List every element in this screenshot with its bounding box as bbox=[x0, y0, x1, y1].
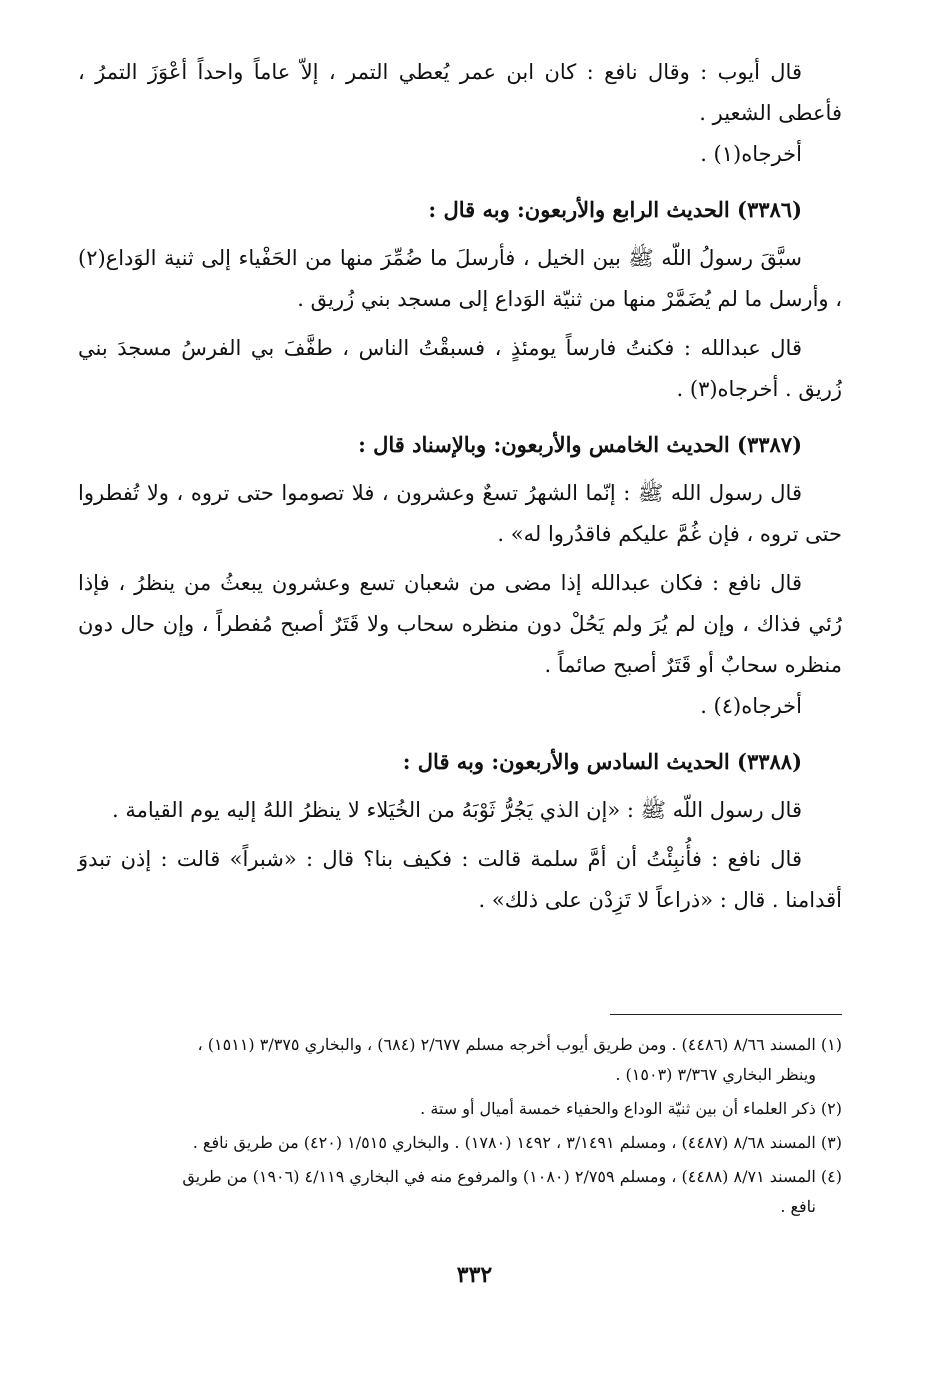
heading-hadith-3387: (٣٣٨٧) الحديث الخامس والأربعون: وبالإسناد قال : bbox=[358, 432, 802, 457]
footnote-2: (٢) ذكر العلماء أن بين ثنيّة الوداع والحفياء خمسة أميال أو ستة . bbox=[420, 1099, 842, 1118]
footnotes bbox=[78, 1030, 842, 1226]
takhrij-4: أخرجاه(٤) . bbox=[700, 694, 802, 718]
paragraph-ayyub-nafi: قال أيوب : وقال نافع : كان ابن عمر يُعطي التمر ، إلاّ عاماً واحداً أعْوَزَ التمرُ ، فأعطى الشعير . bbox=[78, 60, 842, 125]
main-text bbox=[78, 52, 842, 921]
footnote-1-line-1: (١) المسند ٨/٦٦ (٤٤٨٦) . ومن طريق أيوب أخرجه مسلم ٢/٦٧٧ (٦٨٤) ، والبخاري ٣/٣٧٥ (١٥١١) ، bbox=[197, 1035, 842, 1054]
paragraph-month-29: قال رسول الله ﷺ : إنّما الشهرُ تسعٌ وعشرون ، فلا تصوموا حتى تروه ، ولا تُفطروا حتى تروه ، فإن غُمَّ عليكم فاقدُروا له» . bbox=[78, 481, 842, 546]
footnote-4 bbox=[78, 1162, 842, 1222]
paragraph-umm-salama: قال نافع : فأُنبِئْتُ أن أمَّ سلمة قالت : فكيف بنا؟ قال : «شبراً» قالت : إذن تبدوَ أقدامنا . قال : «ذراعاً لا تَزِدْن على ذلك» . bbox=[78, 847, 842, 912]
page-number: ٣٣٢ bbox=[456, 1262, 493, 1288]
paragraph-horse-race: سبَّقَ رسولُ اللّه ﷺ بين الخيل ، فأرسلَ ما ضُمِّرَ منها من الحَفْياء إلى ثنية الوَداع(٢) ، وأرسل ما لم يُضَمَّرْ منها من ثنيّة الوَداع إلى مسجد بني زُريق . bbox=[78, 246, 842, 311]
footnote-1-line-2: وينظر البخاري ٣/٣٦٧ (١٥٠٣) . bbox=[615, 1065, 816, 1084]
footnote-4-line-2: نافع . bbox=[780, 1197, 816, 1216]
heading-hadith-3388: (٣٣٨٨) الحديث السادس والأربعون: وبه قال : bbox=[402, 749, 802, 774]
heading-hadith-3386: (٣٣٨٦) الحديث الرابع والأربعون: وبه قال : bbox=[428, 197, 802, 222]
takhrij-1: أخرجاه(١) . bbox=[700, 142, 802, 166]
footnote-4-line-1: (٤) المسند ٨/٧١ (٤٤٨٨) ، ومسلم ٢/٧٥٩ (١٠٨٠) والمرفوع منه في البخاري ٤/١١٩ (١٩٠٦) من طريق bbox=[182, 1167, 842, 1186]
paragraph-garment-pride: قال رسول اللّه ﷺ : «إن الذي يَجُرُّ ثَوْبَهُ من الخُيَلاء لا ينظرُ اللهُ إليه يوم القيامة . bbox=[112, 798, 802, 822]
footnote-separator bbox=[610, 1014, 842, 1015]
paragraph-nafi-shaban: قال نافع : فكان عبدالله إذا مضى من شعبان تسع وعشرون يبعثُ من ينظرُ ، فإذا رُئي فذاك ، وإن لم يُرَ ولم يَحُلْ دون منظره سحاب ولا قَتَرٌ أصبح مُفطراً ، وإن حال دون منظره سحابٌ أو قَتَرٌ أصبح صائماً . bbox=[78, 571, 842, 677]
footnote-3: (٣) المسند ٨/٦٨ (٤٤٨٧) ، ومسلم ٣/١٤٩١ ، ١٤٩٢ (١٧٨٠) . والبخاري ١/٥١٥ (٤٢٠) من طريق نافع . bbox=[192, 1133, 842, 1152]
paragraph-abdullah-rider: قال عبدالله : فكنتُ فارساً يومئذٍ ، فسبقْتُ الناس ، طفَّفَ بي الفرسُ مسجدَ بني زُريق . أخرجاه(٣) . bbox=[78, 336, 842, 401]
footnote-1 bbox=[78, 1030, 842, 1090]
